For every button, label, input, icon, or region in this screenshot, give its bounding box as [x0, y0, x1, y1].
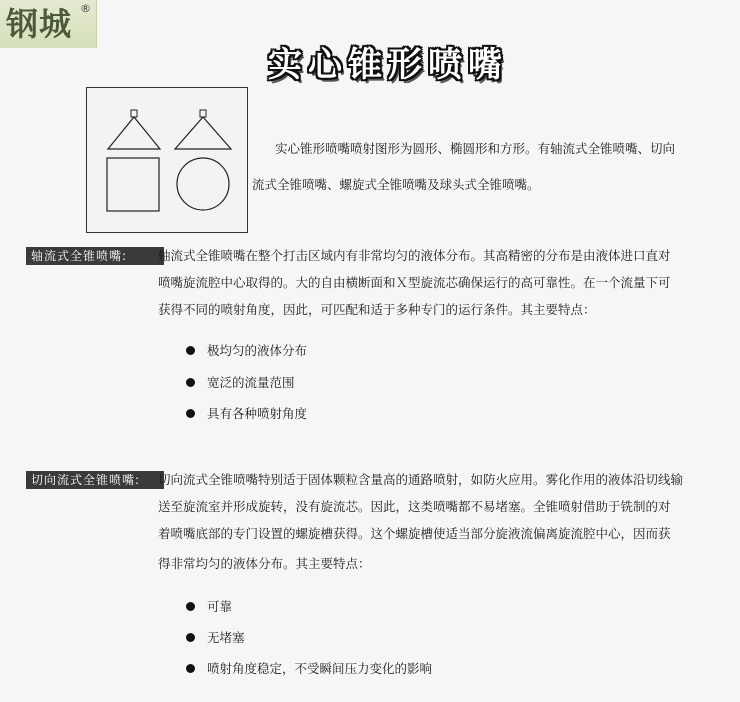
tangential-paragraph-line-2: 送至旋流室并形成旋转，没有旋流芯。因此，这类喷嘴都不易堵塞。全锥喷射借助于铣制的对: [158, 499, 671, 514]
nozzle-left-icon: [131, 110, 137, 117]
feature-text: 可靠: [207, 599, 233, 614]
spray-cone-right-icon: [175, 117, 231, 149]
round-pattern-icon: [177, 158, 229, 210]
section-label-axial: 轴流式全锥喷嘴:: [26, 247, 164, 265]
square-pattern-icon: [107, 158, 159, 211]
bullet-dot-icon: [186, 346, 195, 355]
axial-feature-item: [186, 373, 295, 393]
bullet-dot-icon: [186, 633, 195, 642]
bullet-dot-icon: [186, 602, 195, 611]
nozzle-right-icon: [200, 110, 206, 117]
tangential-paragraph-line-1: 切向流式全锥喷嘴特别适于固体颗粒含量高的通路喷射，如防火应用。雾化作用的液体沿切线输: [158, 472, 684, 487]
page-title: 实心锥形喷嘴: [268, 45, 508, 85]
bullet-dot-icon: [186, 378, 195, 387]
logo-text: 钢城: [6, 5, 73, 43]
axial-paragraph-line-2: 喷嘴旋流腔中心取得的。大的自由横断面和Ｘ型旋流芯确保运行的高可靠性。在一个流量下可: [158, 275, 671, 290]
spray-pattern-svg: [87, 88, 247, 232]
tangential-paragraph-line-3: 着喷嘴底部的专门设置的螺旋槽获得。这个螺旋槽使适当部分旋液流偏离旋流腔中心，因而获: [158, 526, 671, 541]
bullet-dot-icon: [186, 664, 195, 673]
intro-line-1: 实心锥形喷嘴喷射图形为圆形、椭圆形和方形。有轴流式全锥喷嘴、切向: [275, 141, 676, 156]
intro-line-2: 流式全锥喷嘴、螺旋式全锥喷嘴及球头式全锥喷嘴。: [252, 177, 540, 192]
spray-cone-left-icon: [108, 117, 160, 149]
registered-mark: ®: [80, 2, 91, 15]
feature-text: 喷射角度稳定，不受瞬间压力变化的影响: [207, 661, 433, 676]
axial-feature-item: [186, 341, 307, 361]
brand-logo: [0, 0, 97, 48]
tangential-feature-item: [186, 659, 432, 679]
axial-paragraph-line-3: 获得不同的喷射角度，因此，可匹配和适于多种专门的运行条件。其主要特点：: [158, 302, 596, 317]
axial-feature-item: [186, 404, 307, 424]
axial-paragraph-line-1: 轴流式全锥喷嘴在整个打击区域内有非常均匀的液体分布。其高精密的分布是由液体进口直对: [158, 248, 671, 263]
spray-pattern-diagram: [86, 87, 248, 233]
feature-text: 宽泛的流量范围: [207, 375, 295, 390]
tangential-feature-item: [186, 597, 232, 617]
feature-text: 无堵塞: [207, 630, 245, 645]
feature-text: 具有各种喷射角度: [207, 406, 308, 421]
tangential-paragraph-line-4: 得非常均匀的液体分布。其主要特点：: [158, 556, 371, 571]
feature-text: 极均匀的液体分布: [207, 343, 308, 358]
tangential-feature-item: [186, 628, 245, 648]
section-label-tangential: 切向流式全锥喷嘴:: [26, 471, 164, 489]
bullet-dot-icon: [186, 409, 195, 418]
